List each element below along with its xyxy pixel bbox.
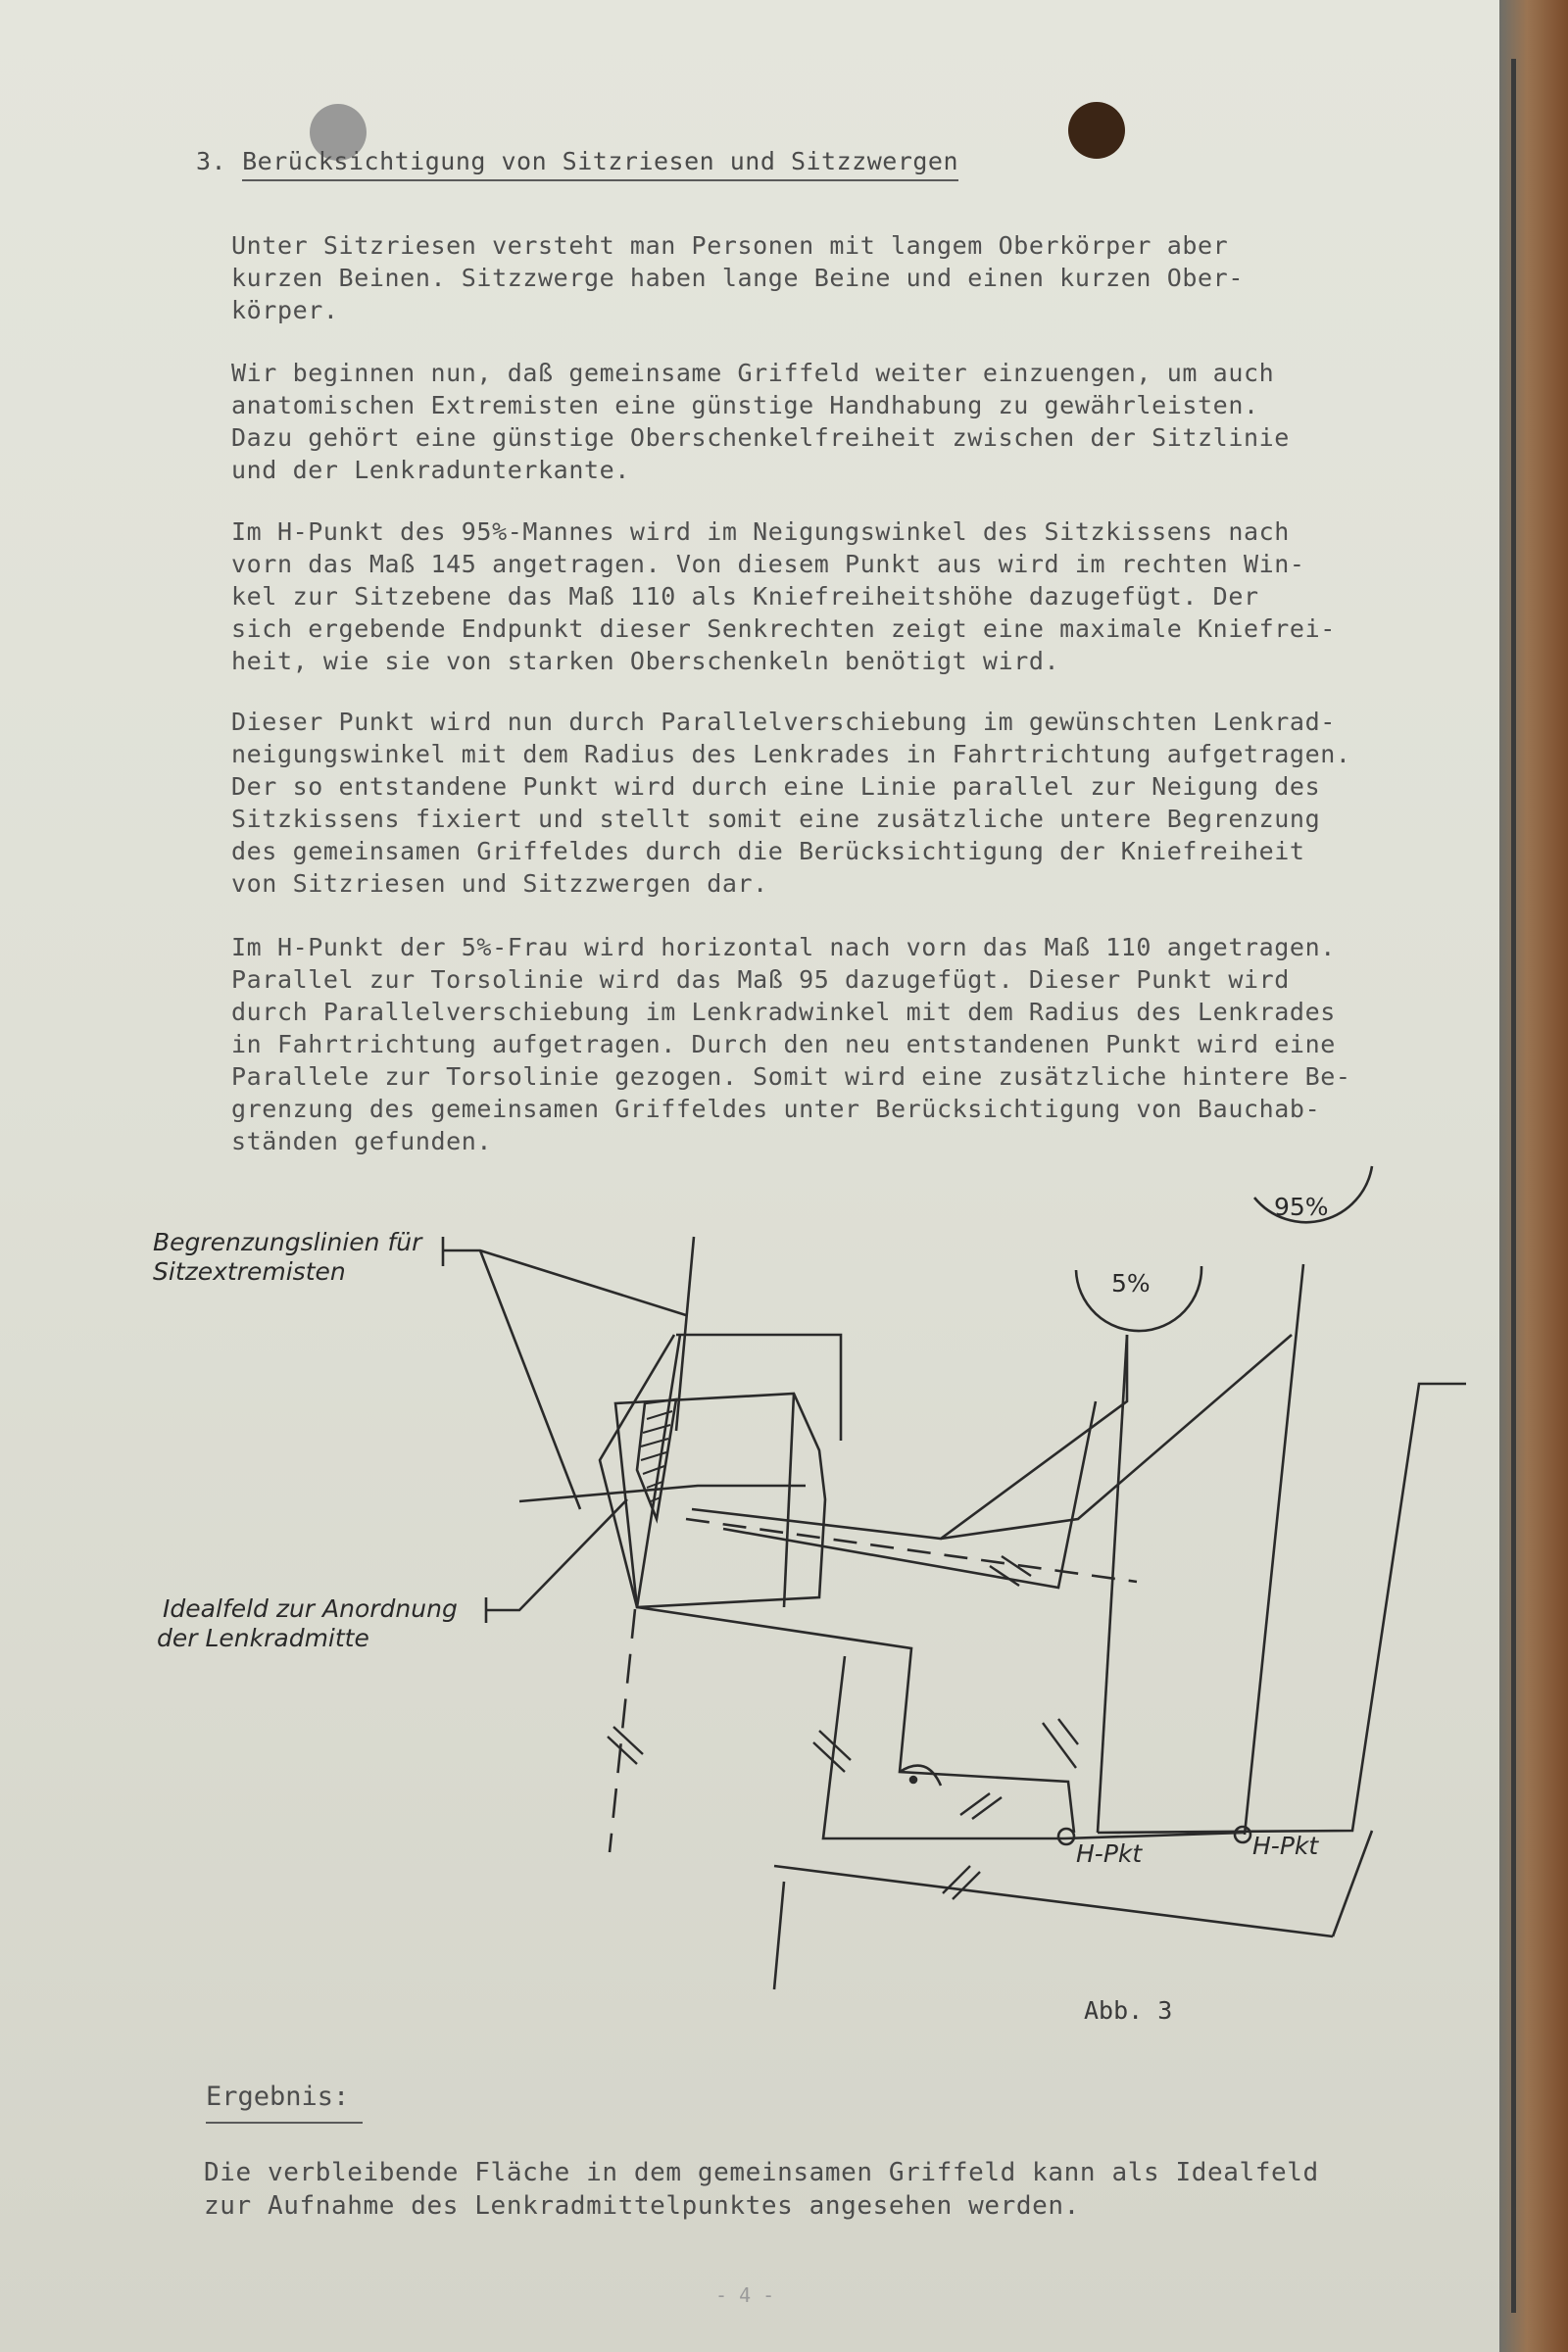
result-text: Die verbleibende Fläche in dem gemeinsamen Griffeld kann als Idealfeld zur Aufnahme des Lenkradmittelpunktes angesehen werden. — [204, 2158, 1319, 2221]
result-heading: Ergebnis: — [206, 2082, 363, 2124]
seat-cushion-line — [637, 1607, 1074, 1833]
parallel-marks — [608, 1556, 1078, 1899]
paragraph-3: Im H-Punkt des 95%-Mannes wird im Neigungswinkel des Sitzkissens nach vorn das Maß 145 angetragen. Von diesem Punkt aus wird im rechten Win- kel zur Sitzebene das Maß 110 als Kniefreiheitshöhe dazugefügt. Der sich ergebende Endpunkt dieser Senkrechten zeigt eine maximale Kniefrei- heit, wie sie von starken Oberschenkeln benötigt wird. — [231, 517, 1336, 675]
label-limits-line1: Begrenzungslinien für — [153, 1228, 422, 1256]
paragraph-5: Im H-Punkt der 5%-Frau wird horizontal nach vorn das Maß 110 angetragen. Parallel zur Torsolinie wird das Maß 95 dazugefügt. Dieser Punkt wird durch Parallelverschiebung im Lenkradwinkel mit dem Radius des Lenkrades in Fahrtrichtung aufgetragen. Durch den neu entstandenen Punkt wird eine Parallele zur Torsolinie gezogen. Somit wird eine zusätzliche hintere Be- grenzung des gemeinsamen Griffeldes unter Berücksichtigung von Bauchab- ständen gefunden. — [231, 933, 1351, 1155]
label-95-percent: 95% — [1274, 1193, 1329, 1221]
label-ideal-line2: der Lenkradmitte — [157, 1624, 369, 1652]
torso-vertical-5 — [1098, 1335, 1127, 1833]
leader-limits — [443, 1237, 686, 1509]
h-point-95 — [1235, 1827, 1250, 1842]
right-angle-dot — [910, 1777, 916, 1783]
label-ideal-line1: Idealfeld zur Anordnung — [163, 1594, 458, 1623]
figure-caption: Abb. 3 — [1084, 1996, 1173, 2025]
seat-base-line — [823, 1384, 1466, 1838]
torso-line-5 — [692, 1335, 1127, 1539]
h-point-5 — [1058, 1829, 1074, 1844]
label-limits-line2: Sitzextremisten — [153, 1257, 346, 1286]
paragraph-4: Dieser Punkt wird nun durch Parallelverschiebung im gewünschten Lenkrad- neigungswinkel mit dem Radius des Lenkrades in Fahrtrichtung aufgetragen. Der so entstandene Punkt wird durch eine Linie parallel zur Neigung des Sitzkissens fixiert und stellt somit eine zusätzliche untere Begrenzung des gemeinsamen Griffeldes durch die Berücksichtigung der Kniefreiheit von Sitzriesen und Sitzzwergen dar. — [231, 708, 1351, 898]
leader-ideal — [486, 1499, 627, 1623]
section-title: Berücksichtigung von Sitzriesen und Sitzzwergen — [242, 147, 958, 181]
dashed-line-vertical — [610, 1609, 635, 1852]
section-number: 3. — [196, 147, 227, 175]
paragraph-2: Wir beginnen nun, daß gemeinsame Griffeld weiter einzuengen, um auch anatomischen Extremisten eine günstige Handhabung zu gewährleisten. Dazu gehört eine günstige Oberschenkelfreiheit zwischen der Sitzlinie und der Lenkradunterkante. — [231, 359, 1290, 484]
label-hpkt-5: H-Pkt — [1076, 1839, 1143, 1868]
left-boundary — [600, 1335, 680, 1607]
griffeld-outline — [615, 1394, 825, 1607]
leg-line — [723, 1401, 1096, 1588]
inner-vertical — [784, 1394, 794, 1607]
right-angle-mark — [900, 1766, 941, 1786]
label-5-percent: 5% — [1111, 1269, 1151, 1298]
label-hpkt-95: H-Pkt — [1252, 1832, 1319, 1860]
page-number: - 4 - — [715, 2283, 775, 2307]
upper-box — [676, 1335, 841, 1441]
paragraph-1: Unter Sitzriesen versteht man Personen mit langem Oberkörper aber kurzen Beinen. Sitzzwerge haben lange Beine und einen kurzen Ober- körper. — [231, 231, 1244, 324]
technical-drawing — [443, 1166, 1466, 1989]
